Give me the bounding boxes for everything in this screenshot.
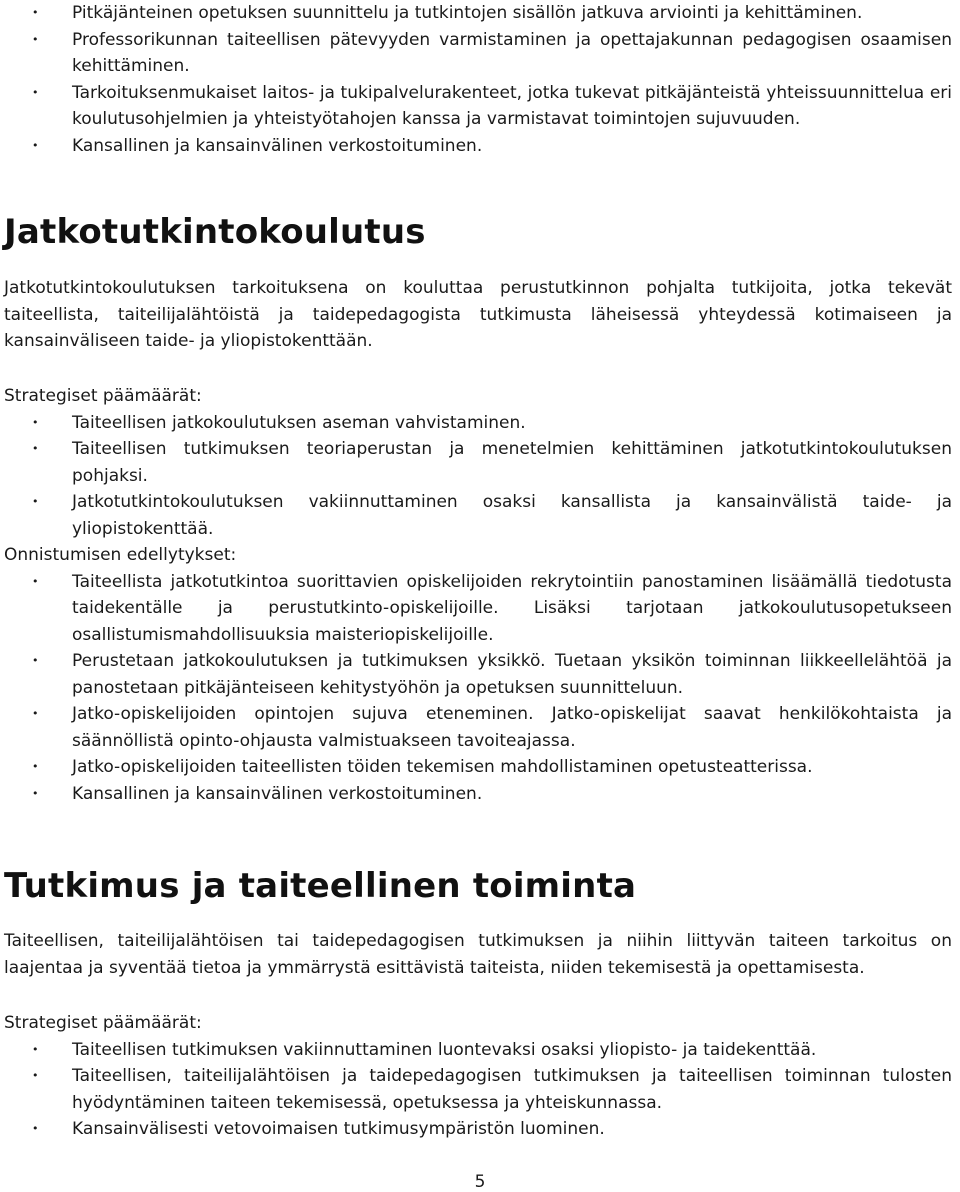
list-item: • Taiteellisen tutkimuksen vakiinnuttaminen luontevaksi osaksi yliopisto- ja taidekenttää. [4,1037,956,1064]
conditions-label: Onnistumisen edellytykset: [4,545,237,565]
section1-goals-block [4,383,956,542]
list-item: • Jatko-opiskelijoiden taiteellisten töiden tekemisen mahdollistaminen opetusteatterissa. [4,754,956,781]
list-item: • Kansainvälisesti vetovoimaisen tutkimusympäristön luominen. [4,1116,956,1143]
goals-label: Strategiset päämäärät: [4,1013,202,1033]
section1-intro-block [4,275,956,355]
list-item: • Taiteellisen tutkimuksen teoriaperustan ja menetelmien kehittäminen jatkotutkintokoulutuksen pohjaksi. [4,436,956,489]
section2-intro-block [4,928,956,981]
section2-goals-block [4,1010,956,1143]
top-bullet-list [4,0,956,159]
list-item: • Taiteellisen jatkokoulutuksen aseman vahvistaminen. [4,410,956,437]
section-heading: Jatkotutkintokoulutus [4,212,426,252]
list-item: • Tarkoituksenmukaiset laitos- ja tukipalvelurakenteet, jotka tukevat pitkäjänteistä yhteissuunnittelua eri koulutusohjelmien ja yhteistyötahojen kanssa ja varmistavat toimintojen sujuvuuden. [4,80,956,133]
list-item: • Jatko-opiskelijoiden opintojen sujuva eteneminen. Jatko-opiskelijat saavat henkilökohtaista ja säännöllistä opinto-ohjausta valmistuakseen tavoiteajassa. [4,701,956,754]
list-item: • Kansallinen ja kansainvälinen verkostoituminen. [4,133,956,160]
top-bullet-list-section [4,0,956,159]
list-item: • Professorikunnan taiteellisen pätevyyden varmistaminen ja opettajakunnan pedagogisen osaamisen kehittäminen. [4,27,956,80]
section-jatkotutkintokoulutus [4,212,956,252]
section-intro: Jatkotutkintokoulutuksen tarkoituksena on kouluttaa perustutkinnon pohjalta tutkijoita, jotka tekevät taiteellista, taiteilijalähtöistä ja taidepedagogista tutkimusta läheisessä yhteydessä kotimaiseen ja kansainväliseen taide- ja yliopistokenttään. [4,278,952,351]
section-heading: Tutkimus ja taiteellinen toiminta [4,866,637,906]
list-item: • Taiteellista jatkotutkintoa suorittavien opiskelijoiden rekrytointiin panostaminen lisäämällä tiedotusta taidekentälle ja perustutkinto-opiskelijoille. Lisäksi tarjotaan jatkokoulutusopetukseen osallistumismahdollisuuksia maisteriopiskelijoille. [4,569,956,649]
page-number: 5 [474,1172,486,1192]
list-item: • Taiteellisen, taiteilijalähtöisen ja taidepedagogisen tutkimuksen ja taiteellisen toiminnan tulosten hyödyntäminen taiteen tekemisessä, opetuksessa ja yhteiskunnassa. [4,1063,956,1116]
goals-label: Strategiset päämäärät: [4,386,202,406]
goals-list [4,410,956,543]
section1-conditions-block [4,542,956,807]
list-item: • Jatkotutkintokoulutuksen vakiinnuttaminen osaksi kansallista ja kansainvälistä taide- ja yliopistokenttää. [4,489,956,542]
conditions-list [4,569,956,808]
section-intro: Taiteellisen, taiteilijalähtöisen tai taidepedagogisen tutkimuksen ja niihin liittyvän taiteen tarkoitus on laajentaa ja syventää tietoa ja ymmärrystä esittävistä taiteista, niiden tekemisestä ja opettamisesta. [4,931,952,978]
section-tutkimus [4,866,956,906]
goals-list [4,1037,956,1143]
list-item: • Perustetaan jatkokoulutuksen ja tutkimuksen yksikkö. Tuetaan yksikön toiminnan liikkeellelähtöä ja panostetaan pitkäjänteiseen kehitystyöhön ja opetuksen suunnitteluun. [4,648,956,701]
list-item: • Pitkäjänteinen opetuksen suunnittelu ja tutkintojen sisällön jatkuva arviointi ja kehittäminen. [4,0,956,27]
list-item: • Kansallinen ja kansainvälinen verkostoituminen. [4,781,956,808]
